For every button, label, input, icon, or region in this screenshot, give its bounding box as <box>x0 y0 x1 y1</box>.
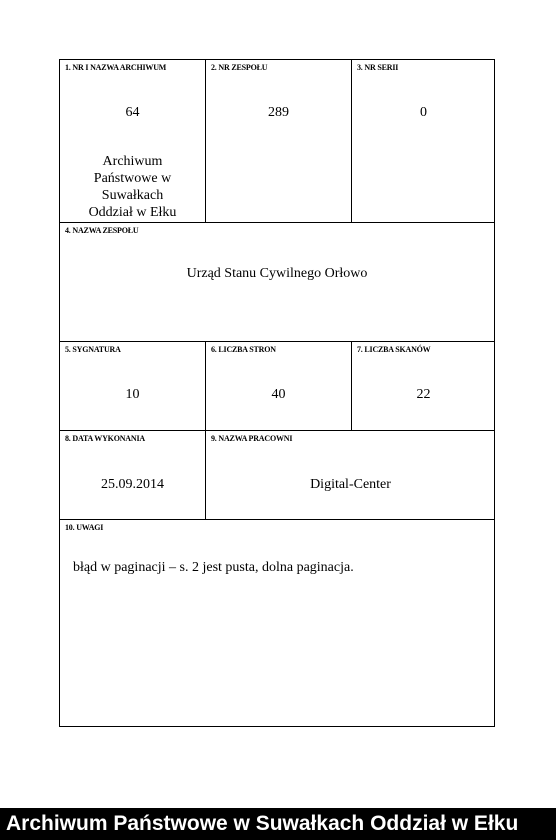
field-date-value: 25.09.2014 <box>101 477 164 492</box>
archive-banner: Archiwum Państwowe w Suwałkach Oddział w Ełku <box>0 808 556 840</box>
field-notes-value: błąd w paginacji – s. 2 jest pusta, dolna paginacja. <box>73 560 354 575</box>
field-date-label: 8. DATA WYKONANIA <box>65 434 145 443</box>
field-signature-label: 5. SYGNATURA <box>65 345 121 354</box>
field-series-number-label: 3. NR SERII <box>357 63 399 72</box>
field-fonds-name-label: 4. NAZWA ZESPOŁU <box>65 226 139 235</box>
field-fonds-number <box>206 60 351 223</box>
field-archive-number: 64 <box>125 105 140 120</box>
field-archive-label: 1. NR I NAZWA ARCHIWUM <box>65 63 167 72</box>
field-series-number-value: 0 <box>420 105 427 120</box>
field-workshop <box>206 431 495 520</box>
field-scan-count <box>352 342 495 431</box>
field-page-count-value: 40 <box>271 387 286 402</box>
field-fonds-name-value: Urząd Stanu Cywilnego Orłowo <box>186 266 368 281</box>
field-page-count-label: 6. LICZBA STRON <box>211 345 276 354</box>
field-notes-label: 10. UWAGI <box>65 523 104 532</box>
field-fonds-number-value: 289 <box>268 105 289 120</box>
field-scan-count-label: 7. LICZBA SKANÓW <box>357 345 431 354</box>
metadata-form <box>59 59 495 727</box>
field-fonds-number-label: 2. NR ZESPOŁU <box>211 63 268 72</box>
field-scan-count-value: 22 <box>416 387 431 402</box>
field-fonds-name <box>60 223 494 341</box>
field-page-count <box>206 342 351 431</box>
field-signature-value: 10 <box>125 387 140 402</box>
field-workshop-value: Digital-Center <box>310 477 391 492</box>
field-archive <box>60 60 205 223</box>
field-series-number <box>352 60 495 223</box>
field-signature <box>60 342 205 431</box>
field-date <box>60 431 205 520</box>
field-notes <box>60 520 494 726</box>
field-archive-name: Archiwum Państwowe w Suwałkach Oddział w Ełku <box>88 154 177 220</box>
field-workshop-label: 9. NAZWA PRACOWNI <box>211 434 293 443</box>
